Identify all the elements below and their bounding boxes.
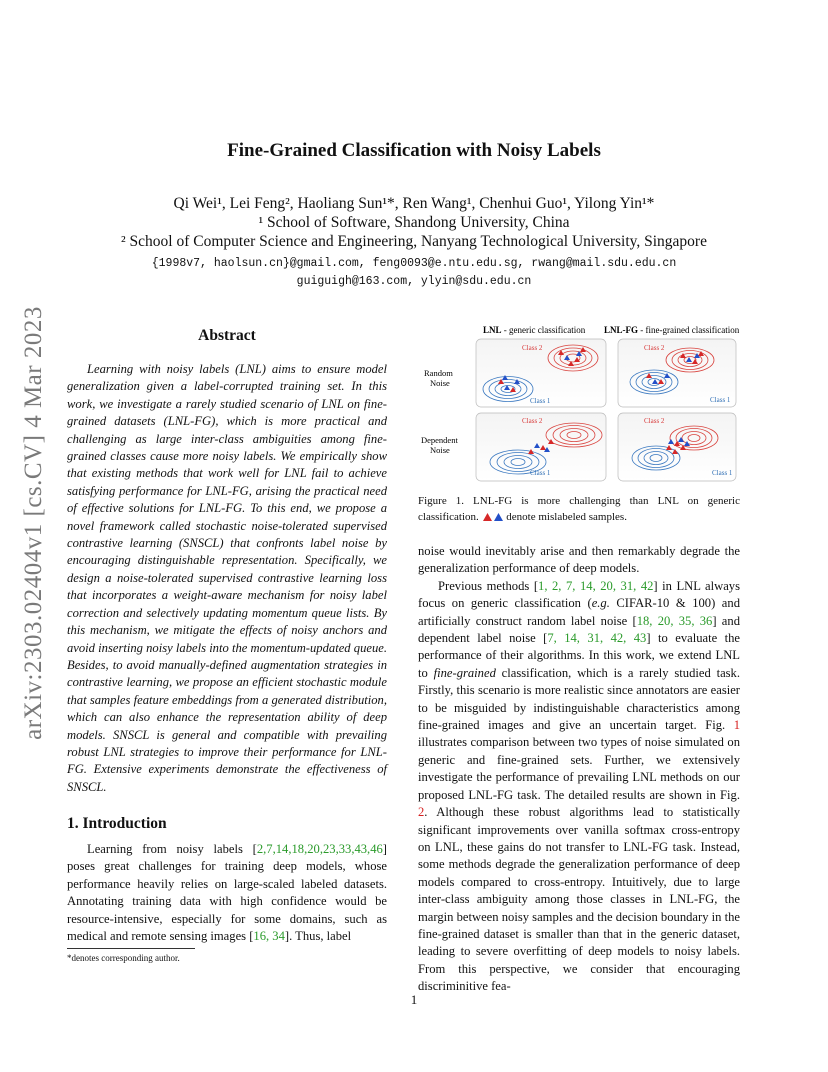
right-paragraph-2: Previous methods [1, 2, 7, 14, 20, 31, 42] in LNL always focus on generic classification (e.g. CIFAR-10 & 100) and artificially construct random label noise [18, 20, 35, 36] and dependent label noise [7, 14, 31, 42, 43] to evaluate the performance of their algorithms. In this work, we extend LNL to fine-grained classification, which is a rarely studied task. Firstly, this scenario is more realistic since annotators are easier to be misguided by indistinguishable characteristics among fine-grained images and give an uncertain target. Fig. 1 illustrates comparison between two types of noise simulated on generic and fine-grained sets. Further, we extensively investigate the performance of prevailing LNL methods on our proposed LNL-FG task. The detailed results are shown in Fig. 2. Although these robust algorithms lead to statistically significant improvements over vanilla softmax cross-entropy on LNL, these gains do not transfer to LNL-FG task. Instead, some methods degrade the generalization performance of deep models compared to cross-entropy. Intuitively, due to large inter-class ambiguity among those classes in LNL-FG, the margin between noisy samples and the decision boundary in the fine-grained dataset is smaller than that in the generic dataset, leading to severe overfitting of deep models to noisy labels. From this perspective, we consider that encouraging discriminitive fea- <box>418 578 741 994</box>
author-list: Qi Wei¹, Lei Feng², Haoliang Sun¹*, Ren Wang¹, Chenhui Guo¹, Yilong Yin¹* <box>173 195 655 212</box>
paper-title: Fine-Grained Classification with Noisy Labels <box>227 140 601 161</box>
abstract-body <box>67 361 387 796</box>
panel-lnl-random <box>476 339 606 407</box>
figure-1 <box>418 322 740 486</box>
email-line-1: {1998v7, haolsun.cn}@gmail.com, feng0093@e.ntu.edu.sg, rwang@mail.sdu.edu.cn <box>151 257 677 270</box>
abstract-text: Learning with noisy labels (LNL) aims to ensure model generalization given a label-corrupted training set. In this work, we investigate a rarely studied scenario of LNL on fine-grained datasets (LNL-FG), which is more practical and challenging as large inter-class ambiguities among fine-grained classes cause more noisy labels. We empirically show that existing methods that work well for LNL fail to achieve satisfying performance for LNL-FG, arising the practical need of effective solutions for LNL-FG. To this end, we propose a novel framework called stochastic noise-tolerated supervised contrastive learning (SNSCL) that confronts label noise by encouraging distinguishable representation. Specifically, we design a noise-tolerated supervised contrastive learning loss that incorporates a weight-aware mechanism for noisy label correction and selectively updating momentum queue lists. By this mechanism, we mitigate the effects of noisy anchors and avoid inserting noisy labels into the momentum-updated queue. Besides, to avoid manually-defined augmentation strategies in contrastive learning, we propose an efficient stochastic module that samples feature embeddings from a generated distribution, which can also enhance the representation ability of deep models. SNSCL is general and compatible with prevailing robust LNL strategies to improve their performance for LNL-FG. Extensive experiments demonstrate the effectiveness of SNSCL. <box>67 362 387 794</box>
citation-link[interactable]: 2,7,14,18,20,23,33,43,46 <box>256 842 383 856</box>
citation-link[interactable]: 7, 14, 31, 42, 43 <box>547 631 647 646</box>
affiliation-1: ¹ School of Software, Shandong University, China <box>258 214 570 231</box>
panel3-class2-label: Class 2 <box>522 417 543 425</box>
panel-lnl-dependent <box>476 413 606 481</box>
mislabeled-triangles-icon <box>482 512 504 521</box>
row2-label-b: Noise <box>430 445 450 455</box>
affiliation-2: ² School of Computer Science and Engineering, Nanyang Technological University, Singapore <box>121 233 707 250</box>
email-line-2: guiguigh@163.com, ylyin@sdu.edu.cn <box>296 275 532 288</box>
arxiv-sidebar <box>14 288 54 758</box>
citation-link[interactable]: 16, 34 <box>253 929 285 944</box>
panel2-class1-label: Class 1 <box>710 396 731 404</box>
page-number: 1 <box>410 992 418 1007</box>
panel2-class2-label: Class 2 <box>644 344 665 352</box>
right-paragraph-1: noise would inevitably arise and then remarkably degrade the generalization performance of deep models. <box>418 544 740 576</box>
panel1-class2-label: Class 2 <box>522 344 543 352</box>
figure-1-diagram <box>418 322 740 486</box>
panel1-class1-label: Class 1 <box>530 397 551 405</box>
figure-ref-link[interactable]: 2 <box>418 805 425 820</box>
citation-link[interactable]: 18, 20, 35, 36 <box>636 613 713 628</box>
intro-body <box>67 841 387 945</box>
row1-label-a: Random <box>424 368 453 378</box>
panel4-class2-label: Class 2 <box>644 417 665 425</box>
panel-lnlfg-dependent <box>618 413 736 481</box>
panel4-class1-label: Class 1 <box>712 469 733 477</box>
row1-label-b: Noise <box>430 378 450 388</box>
row2-label-a: Dependent <box>421 435 458 445</box>
footnote-rule <box>67 948 195 949</box>
intro-paragraph: Learning from noisy labels [2,7,14,18,20,23,33,43,46] poses great challenges for training deep models, whose performance heavily relies on large-scaled labeled datasets. Annotating training data with high confidence would be resource-intensive, especially for some domains, such as medical and remote sensing images [16, 34]. Thus, label <box>67 842 387 944</box>
figure-ref-link[interactable]: 1 <box>733 718 740 733</box>
figure-1-caption: Figure 1. LNL-FG is more challenging than LNL on generic classification. denote mislabeled samples. <box>418 495 740 523</box>
right-column-body <box>418 543 740 996</box>
panel3-class1-label: Class 1 <box>530 469 551 477</box>
col1-title: LNL - generic classification <box>483 325 586 335</box>
abstract-heading: Abstract <box>198 327 256 344</box>
panel-lnlfg-random <box>618 339 736 407</box>
col2-title: LNL-FG - fine-grained classification <box>604 325 740 335</box>
footnote: *denotes corresponding author. <box>67 953 180 963</box>
citation-link[interactable]: 1, 2, 7, 14, 20, 31, 42 <box>538 578 654 593</box>
arxiv-id: arXiv:2303.02404v1 [cs.CV] 4 Mar 2023 <box>20 306 47 740</box>
intro-heading: 1. Introduction <box>67 815 167 832</box>
